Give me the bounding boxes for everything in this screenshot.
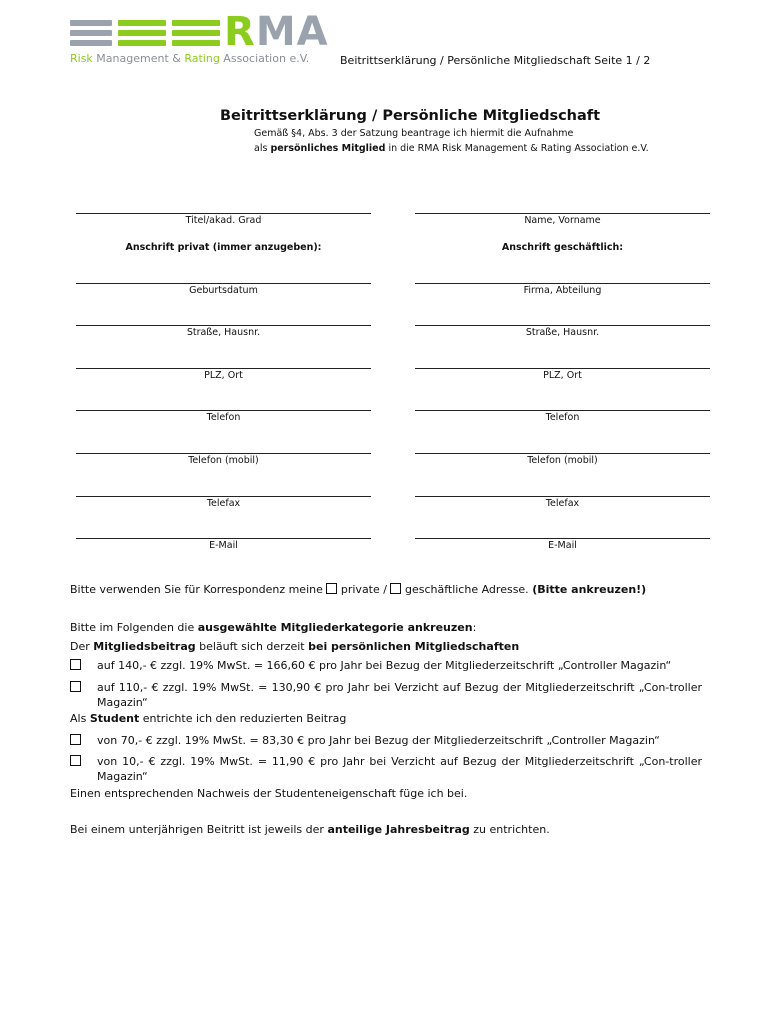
correspondence-line	[70, 583, 646, 596]
student-text: Als	[70, 712, 90, 725]
field-label: Telefon	[206, 412, 241, 423]
field-label: Straße, Hausnr.	[186, 327, 261, 338]
logo-bar	[70, 40, 112, 46]
field-business-city[interactable]	[415, 368, 710, 381]
logo-bar	[118, 20, 166, 26]
fee-line	[70, 640, 519, 653]
member-option-1-checkbox[interactable]	[70, 659, 81, 670]
field-business-fax[interactable]	[415, 496, 710, 509]
category-text: :	[472, 621, 477, 634]
field-business-phone[interactable]	[415, 410, 710, 423]
field-business-email[interactable]	[415, 538, 710, 551]
field-company[interactable]	[415, 283, 710, 296]
page-label: Beitrittserklärung / Persönliche Mitgliedschaft Seite 1 / 2	[340, 54, 651, 67]
section-business-address: Anschrift geschäftlich:	[501, 242, 624, 253]
correspondence-text: Bitte verwenden Sie für Korrespondenz meine	[70, 583, 327, 596]
logo-bar	[172, 30, 220, 36]
field-private-fax[interactable]	[76, 496, 371, 509]
logo-sub-risk: Risk	[70, 52, 93, 65]
fee-text: beläuft sich derzeit	[195, 640, 309, 653]
field-label: PLZ, Ort	[204, 370, 243, 381]
field-label: Telefon (mobil)	[188, 455, 259, 466]
logo-subtitle	[70, 52, 309, 65]
fee-text: Der	[70, 640, 94, 653]
field-label: Telefon (mobil)	[527, 455, 598, 466]
correspondence-text: private /	[337, 583, 391, 596]
page-title: Beitrittserklärung / Persönliche Mitgliedschaft	[219, 108, 601, 124]
intro-line-1: Gemäß §4, Abs. 3 der Satzung beantrage ich hiermit die Aufnahme	[254, 128, 574, 139]
student-line	[70, 712, 346, 725]
field-label: E-Mail	[548, 540, 577, 551]
field-title[interactable]	[76, 213, 371, 226]
correspondence-text: geschäftliche Adresse.	[401, 583, 533, 596]
fee-bold: bei persönlichen Mitgliedschaften	[308, 640, 520, 653]
correspondence-note: (Bitte ankreuzen!)	[532, 583, 647, 596]
logo-bars	[70, 16, 220, 50]
fee-bold: Mitgliedsbeitrag	[93, 640, 196, 653]
field-private-city[interactable]	[76, 368, 371, 381]
member-option-1-text: auf 140,- € zzgl. 19% MwSt. = 166,60 € pro Jahr bei Bezug der Mitgliederzeitschrift „Controller Magazin“	[97, 659, 672, 672]
member-option-2-checkbox[interactable]	[70, 681, 81, 692]
logo-bar	[172, 20, 220, 26]
intro-bold: persönliches Mitglied	[270, 143, 386, 154]
field-label: Name, Vorname	[524, 215, 601, 226]
logo-bar	[172, 40, 220, 46]
field-private-street[interactable]	[76, 325, 371, 338]
field-business-street[interactable]	[415, 325, 710, 338]
field-business-mobile[interactable]	[415, 453, 710, 466]
field-label: Telefon	[545, 412, 580, 423]
category-line	[70, 621, 476, 634]
logo-sub-rating: Rating	[184, 52, 220, 65]
category-bold: ausgewählte Mitgliederkategorie ankreuzen	[197, 621, 473, 634]
logo-bar	[70, 20, 112, 26]
field-label: Telefax	[545, 498, 580, 509]
student-option-1-checkbox[interactable]	[70, 734, 81, 745]
field-label: Straße, Hausnr.	[525, 327, 600, 338]
final-text: zu entrichten.	[469, 823, 550, 836]
logo-sub-management: Management &	[92, 52, 185, 65]
logo-letters	[224, 10, 329, 54]
section-private-address: Anschrift privat (immer anzugeben):	[125, 242, 322, 253]
field-label: Telefax	[206, 498, 241, 509]
field-private-email[interactable]	[76, 538, 371, 551]
logo-sub-association: Association e.V.	[219, 52, 310, 65]
intro-line-2	[254, 143, 649, 154]
field-label: Titel/akad. Grad	[185, 215, 262, 226]
student-proof-note: Einen entsprechenden Nachweis der Studenteneigenschaft füge ich bei.	[70, 787, 468, 800]
field-label: E-Mail	[209, 540, 238, 551]
final-bold: anteilige Jahresbeitrag	[327, 823, 470, 836]
logo-letter-r: R	[224, 9, 256, 55]
final-note	[70, 823, 550, 836]
field-private-mobile[interactable]	[76, 453, 371, 466]
final-text: Bei einem unterjährigen Beitritt ist jeweils der	[70, 823, 328, 836]
student-option-2-checkbox[interactable]	[70, 755, 81, 766]
student-text: entrichte ich den reduzierten Beitrag	[139, 712, 347, 725]
field-label: Firma, Abteilung	[523, 285, 602, 296]
field-name[interactable]	[415, 213, 710, 226]
logo-letters-ma: MA	[255, 9, 329, 55]
student-option-1-text: von 70,- € zzgl. 19% MwSt. = 83,30 € pro Jahr bei Bezug der Mitgliederzeitschrift „Controller Magazin“	[97, 734, 660, 747]
member-option-2-text: auf 110,- € zzgl. 19% MwSt. = 130,90 € pro Jahr bei Verzicht auf Bezug der Mitgliederzeitschrift „Con-troller Magazin“	[97, 681, 702, 709]
field-label: Geburtsdatum	[189, 285, 258, 296]
private-address-checkbox[interactable]	[326, 583, 337, 594]
category-text: Bitte im Folgenden die	[70, 621, 198, 634]
student-bold: Student	[89, 712, 140, 725]
intro-text: in die RMA Risk Management & Rating Association e.V.	[385, 143, 649, 154]
field-private-phone[interactable]	[76, 410, 371, 423]
business-address-checkbox[interactable]	[390, 583, 401, 594]
field-label: PLZ, Ort	[543, 370, 582, 381]
field-birthdate[interactable]	[76, 283, 371, 296]
intro-text: als	[254, 143, 271, 154]
logo-bar	[70, 30, 112, 36]
logo-bar	[118, 30, 166, 36]
logo-bar	[118, 40, 166, 46]
student-option-2-text: von 10,- € zzgl. 19% MwSt. = 11,90 € pro Jahr bei Verzicht auf Bezug der Mitgliederzeitschrift „Con-troller Magazin“	[97, 755, 702, 783]
